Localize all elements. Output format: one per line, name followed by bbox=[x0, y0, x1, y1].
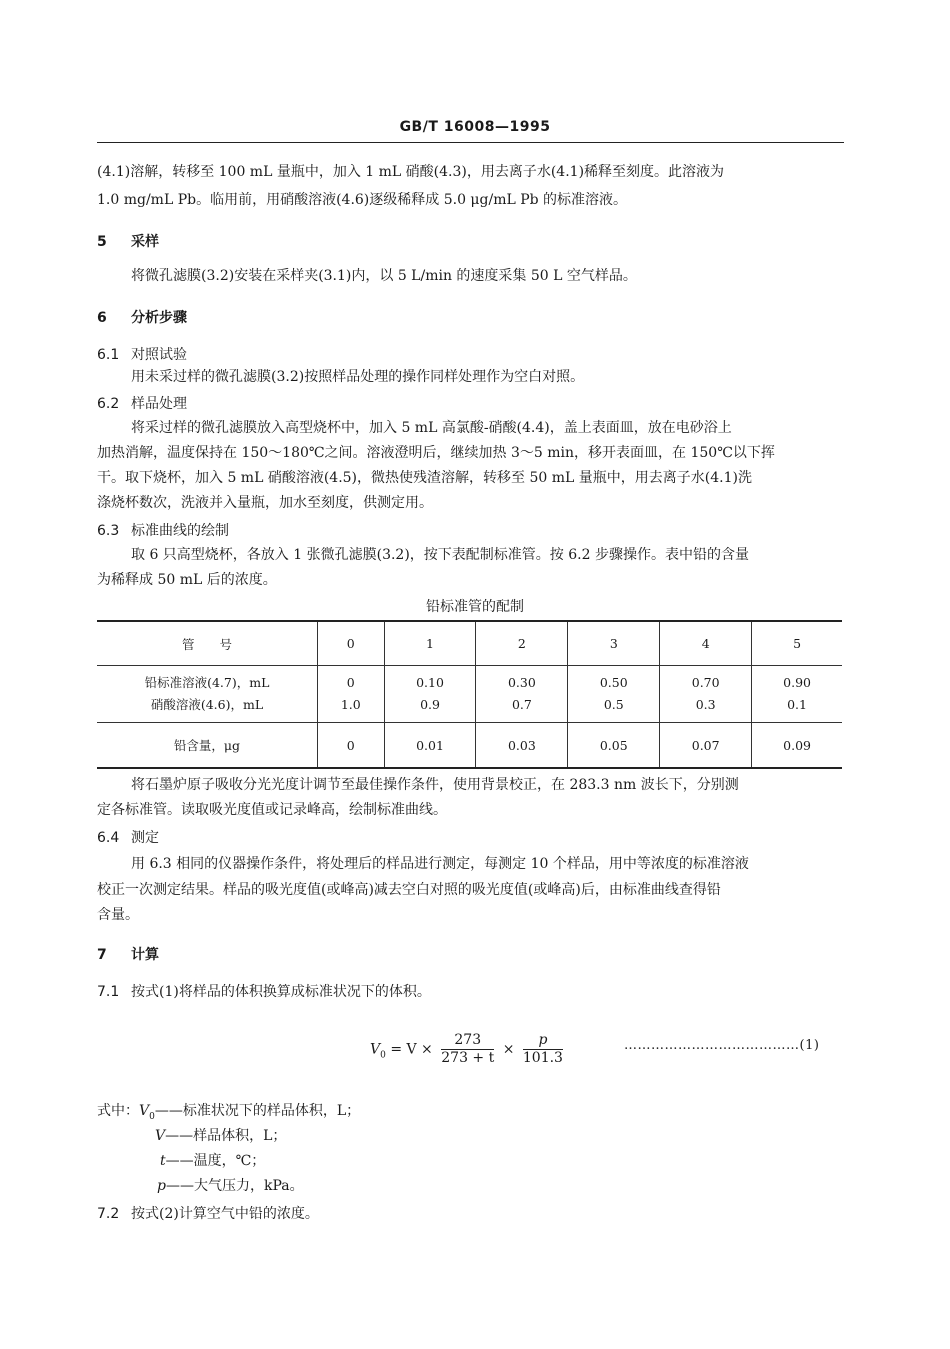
lead-ug-value: 0.07 bbox=[660, 723, 752, 769]
section-6-2-number: 6.2 bbox=[97, 396, 120, 412]
formula-fraction-2 bbox=[523, 1032, 563, 1067]
section-7-number: 7 bbox=[97, 947, 107, 963]
section-7-1-number: 7.1 bbox=[97, 984, 120, 1000]
table-caption: 铅标准管的配制 bbox=[426, 599, 524, 615]
section-6-3-number: 6.3 bbox=[97, 523, 120, 539]
section-7-1 bbox=[97, 981, 431, 1001]
table-cell bbox=[660, 666, 752, 723]
tube-number: 5 bbox=[752, 621, 842, 666]
lead-ug-value: 0 bbox=[318, 723, 385, 769]
section-6-2-line-4: 涤烧杯数次，洗液并入量瓶，加水至刻度，供测定用。 bbox=[97, 495, 433, 511]
std-ml-value: 0.30 bbox=[507, 675, 536, 690]
table-lead-row bbox=[97, 723, 842, 769]
intro-line-2: 1.0 mg/mL Pb。临用前，用硝酸溶液(4.6)逐级稀释成 5.0 μg/mL Pb 的标准溶液。 bbox=[97, 192, 628, 208]
nitric-acid-label: 硝酸溶液(4.6)，mL bbox=[150, 697, 264, 712]
def-symbol: p bbox=[157, 1178, 166, 1194]
fraction-1-denominator: 273 + t bbox=[441, 1050, 495, 1066]
section-5-heading bbox=[97, 231, 159, 251]
acid-ml-value: 0.3 bbox=[695, 697, 716, 712]
section-6-3-after-2: 定各标准管。读取吸光度值或记录峰高，绘制标准曲线。 bbox=[97, 802, 447, 818]
formula-lhs-sub: 0 bbox=[380, 1050, 386, 1061]
table-cell bbox=[568, 666, 660, 723]
def-description: ——样品体积，L； bbox=[165, 1128, 287, 1144]
section-6-3-after-1: 将石墨炉原子吸收分光光度计调节至最佳操作条件，使用背景校正，在 283.3 nm 波长下，分别测 bbox=[131, 777, 739, 793]
section-6-3-line-1: 取 6 只高型烧杯，各放入 1 张微孔滤膜(3.2)，按下表配制标准管。按 6.2 步骤操作。表中铅的含量 bbox=[131, 547, 749, 563]
table-cell bbox=[318, 666, 385, 723]
formula-1 bbox=[370, 1032, 567, 1067]
section-7-title: 计算 bbox=[131, 947, 159, 963]
header-rule bbox=[97, 142, 844, 143]
section-6-2-line-2: 加热消解，温度保持在 150～180℃之间。溶液澄明后，继续加热 3～5 min，移开表面皿，在 150℃以下挥 bbox=[97, 445, 775, 461]
section-7-2-text: 按式(2)计算空气中铅的浓度。 bbox=[131, 1206, 319, 1222]
std-ml-value: 0.10 bbox=[416, 675, 444, 690]
tube-number: 2 bbox=[476, 621, 568, 666]
section-6-2-line-3: 干。取下烧杯，加入 5 mL 硝酸溶液(4.5)，微热使残渣溶解，转移至 50 mL 量瓶中，用去离子水(4.1)洗 bbox=[97, 470, 752, 486]
fraction-2-numerator: p bbox=[523, 1032, 563, 1050]
std-solution-label: 铅标准溶液(4.7)，mL bbox=[144, 675, 270, 690]
acid-ml-value: 0.9 bbox=[420, 697, 440, 712]
tube-number: 0 bbox=[318, 621, 385, 666]
volume-labels-cell bbox=[97, 666, 318, 723]
std-ml-value: 0.70 bbox=[691, 675, 720, 690]
tube-header-label: 管 号 bbox=[97, 621, 318, 666]
def-description: ——温度，℃； bbox=[165, 1153, 266, 1169]
section-6-1-title: 对照试验 bbox=[131, 347, 187, 363]
fraction-1-numerator: 273 bbox=[441, 1032, 494, 1050]
page-header: GB/T 16008—1995 bbox=[399, 119, 551, 135]
lead-ug-value: 0.01 bbox=[384, 723, 476, 769]
section-6-2-heading bbox=[97, 393, 187, 413]
std-ml-value: 0 bbox=[346, 675, 355, 690]
def-symbol: V bbox=[155, 1128, 166, 1144]
std-ml-value: 0.90 bbox=[783, 675, 811, 690]
section-6-4-title: 测定 bbox=[131, 830, 159, 846]
section-6-1-heading bbox=[97, 344, 187, 364]
definition-row-3 bbox=[160, 1151, 265, 1171]
def-symbol: t bbox=[160, 1153, 166, 1169]
section-7-heading bbox=[97, 944, 159, 964]
equation-number: …………………………………(1) bbox=[624, 1038, 820, 1053]
tube-number: 1 bbox=[384, 621, 476, 666]
section-6-3-line-2: 为稀释成 50 mL 后的浓度。 bbox=[97, 572, 277, 588]
tube-number: 4 bbox=[660, 621, 752, 666]
table-cell bbox=[384, 666, 476, 723]
section-7-2-number: 7.2 bbox=[97, 1206, 120, 1222]
section-6-4-line-1: 用 6.3 相同的仪器操作条件，将处理后的样品进行测定，每测定 10 个样品，用中等浓度的标准溶液 bbox=[131, 856, 749, 872]
where-prefix: 式中： bbox=[97, 1103, 139, 1119]
def-symbol-sub: 0 bbox=[149, 1111, 155, 1122]
intro-line-1: (4.1)溶解，转移至 100 mL 量瓶中，加入 1 mL 硝酸(4.3)，用去离子水(4.1)稀释至刻度。此溶液为 bbox=[97, 164, 725, 180]
table-cell bbox=[476, 666, 568, 723]
lead-ug-value: 0.03 bbox=[476, 723, 568, 769]
section-6-4-number: 6.4 bbox=[97, 830, 120, 846]
section-6-1-number: 6.1 bbox=[97, 347, 120, 363]
lead-ug-value: 0.09 bbox=[752, 723, 842, 769]
section-6-2-line-1: 将采过样的微孔滤膜放入高型烧杯中，加入 5 mL 高氯酸-硝酸(4.4)，盖上表面皿，放在电砂浴上 bbox=[131, 420, 732, 436]
formula-lhs: V bbox=[370, 1041, 381, 1058]
section-6-title: 分析步骤 bbox=[131, 310, 187, 326]
table-volume-row bbox=[97, 666, 842, 723]
section-6-4-line-3: 含量。 bbox=[97, 907, 139, 923]
definition-row-4 bbox=[157, 1176, 304, 1196]
formula-fraction-1 bbox=[441, 1032, 494, 1067]
section-6-4-line-2: 校正一次测定结果。样品的吸光度值(或峰高)减去空白对照的吸光度值(或峰高)后，由标准曲线查得铅 bbox=[97, 882, 721, 898]
formula-eq: = V × bbox=[390, 1041, 433, 1058]
acid-ml-value: 0.1 bbox=[787, 697, 807, 712]
section-6-2-title: 样品处理 bbox=[131, 396, 187, 412]
definition-row-1 bbox=[97, 1101, 360, 1127]
section-5-text: 将微孔滤膜(3.2)安装在采样夹(3.1)内，以 5 L/min 的速度采集 50 L 空气样品。 bbox=[131, 268, 637, 284]
lead-ug-value: 0.05 bbox=[568, 723, 660, 769]
lead-content-label: 铅含量，μg bbox=[97, 723, 318, 769]
lead-standard-table bbox=[97, 620, 842, 769]
table-header-row bbox=[97, 621, 842, 666]
section-6-3-title: 标准曲线的绘制 bbox=[131, 523, 229, 539]
section-5-number: 5 bbox=[97, 234, 107, 250]
std-ml-value: 0.50 bbox=[599, 675, 628, 690]
table-cell bbox=[752, 666, 842, 723]
def-symbol: V bbox=[139, 1103, 150, 1119]
section-6-1-text: 用未采过样的微孔滤膜(3.2)按照样品处理的操作同样处理作为空白对照。 bbox=[131, 369, 585, 385]
section-6-number: 6 bbox=[97, 310, 107, 326]
section-5-title: 采样 bbox=[131, 234, 159, 250]
acid-ml-value: 0.5 bbox=[603, 697, 624, 712]
acid-ml-value: 1.0 bbox=[340, 697, 361, 712]
def-description: ——大气压力，kPa。 bbox=[165, 1178, 304, 1194]
definition-row-2 bbox=[155, 1126, 286, 1146]
section-7-1-text: 按式(1)将样品的体积换算成标准状况下的体积。 bbox=[131, 984, 431, 1000]
section-6-heading bbox=[97, 307, 187, 327]
section-6-4-heading bbox=[97, 827, 159, 847]
def-description: ——标准状况下的样品体积，L； bbox=[154, 1103, 361, 1119]
fraction-2-denominator: 101.3 bbox=[522, 1050, 563, 1066]
section-7-2 bbox=[97, 1203, 319, 1223]
tube-number: 3 bbox=[568, 621, 660, 666]
section-6-3-heading bbox=[97, 520, 229, 540]
acid-ml-value: 0.7 bbox=[511, 697, 532, 712]
formula-times: × bbox=[502, 1041, 515, 1058]
